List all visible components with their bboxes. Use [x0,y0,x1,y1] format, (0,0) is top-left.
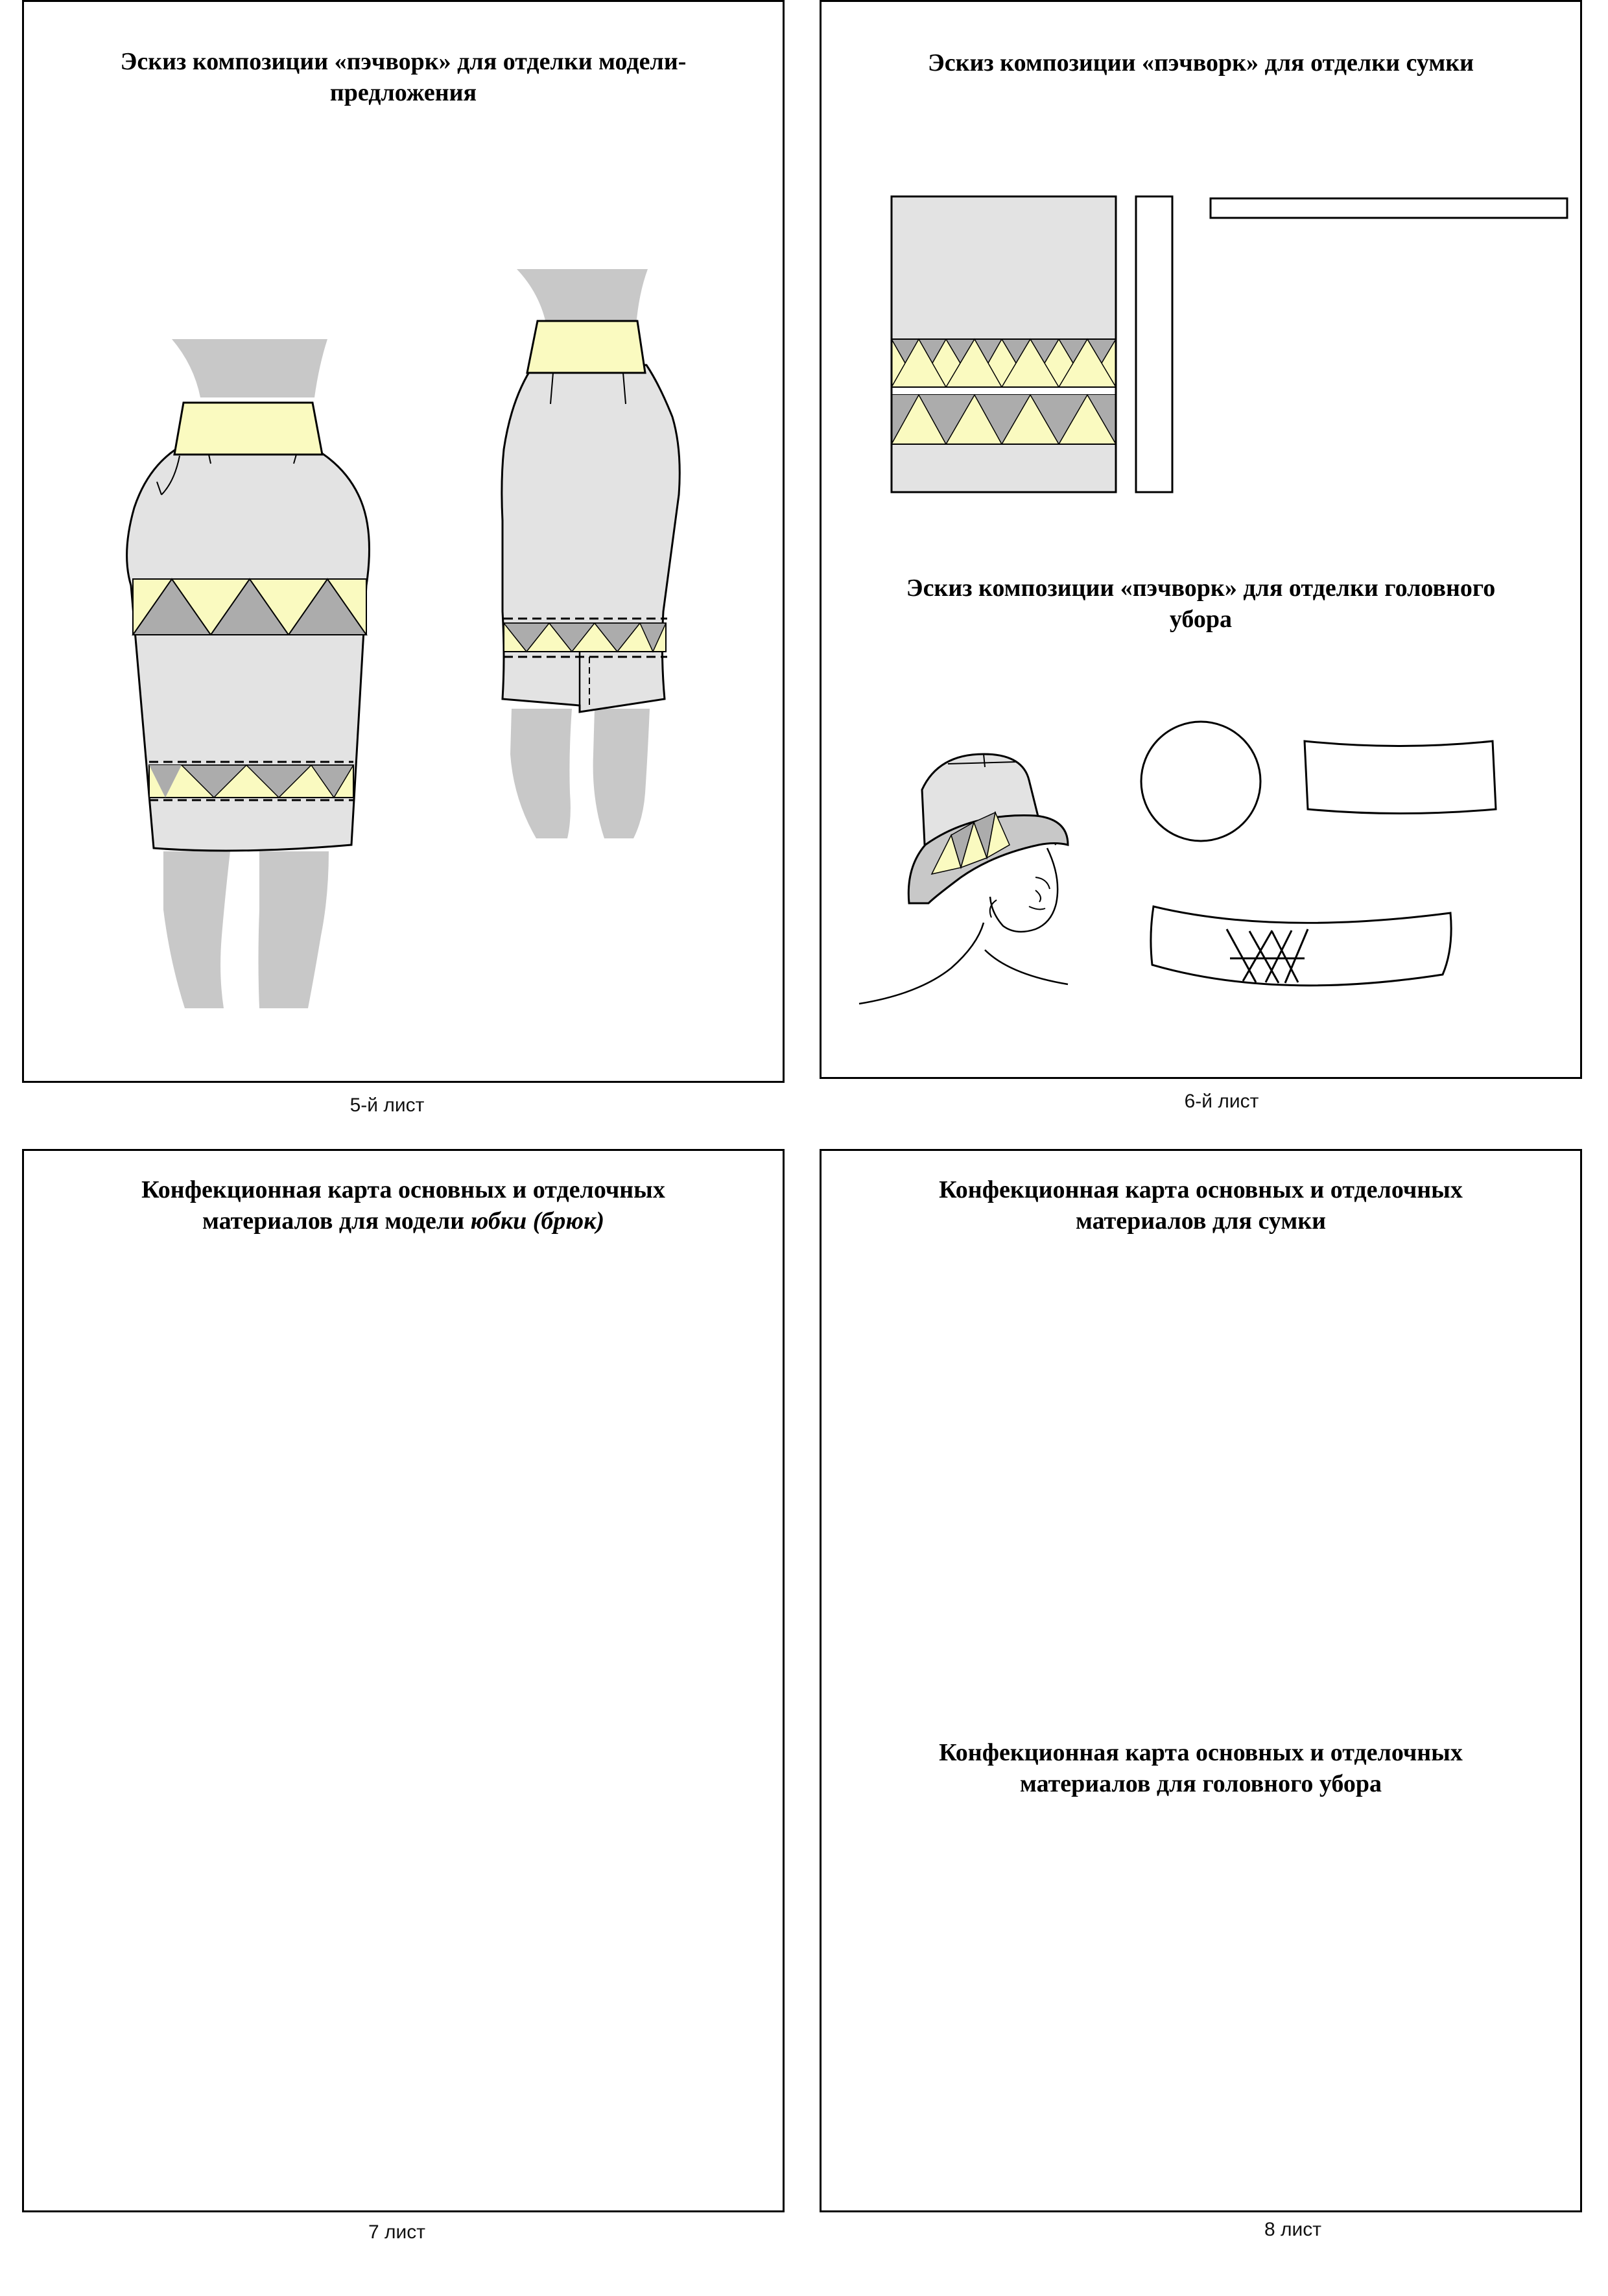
hat-pattern-pieces [822,2,1584,1081]
sheet-6 [820,0,1582,1079]
back-waistband [527,321,645,373]
sheet-6-title-line-1: Эскиз композиции «пэчворк» для отделки сумки [927,49,1474,77]
sheet-7-title-line-2 [24,1205,783,1237]
sheet-5 [22,0,785,1083]
sheet-7-caption: 7 лист [368,2221,426,2243]
sheet-7-title-italic: юбки (брюк) [470,1207,604,1235]
sheet-8-section2-line-2: материалов для головного убора [1019,1770,1382,1797]
sheet-8 [820,1149,1582,2212]
sheet-5-title-line-1: Эскиз композиции «пэчворк» для отделки модели- [120,48,687,75]
sheet-8-section2-line-1: Конфекционная карта основных и отделочных [939,1739,1463,1766]
sheet-5-title-line-2: предложения [329,79,477,106]
hat-band-piece [1305,741,1496,814]
sheet-7-title [24,1174,783,1237]
sheet-7 [22,1149,785,2212]
sheet-7-title-plain: материалов для модели [202,1207,471,1235]
sheet-5-caption: 5-й лист [349,1095,425,1116]
sheet-8-title-line-1: Конфекционная карта основных и отделочных [939,1176,1463,1203]
back-skirt-sketch [24,2,786,1085]
hat-crown-circle [1141,722,1260,841]
sheet-8-title-line-2: материалов для сумки [1075,1207,1327,1235]
sheet-6-section2-line-1: Эскиз композиции «пэчворк» для отделки головного [906,574,1496,602]
sheet-8-section2-title [822,1737,1580,1799]
back-left-leg [510,709,572,838]
back-torso [517,269,648,326]
sheet-6-section2-line-2: убора [1169,606,1233,633]
back-right-leg [593,709,650,838]
sheet-6-caption: 6-й лист [1184,1091,1259,1112]
sheet-8-caption: 8 лист [1264,2219,1322,2240]
sheet-8-title [822,1174,1580,1237]
sheet-7-title-line-1: Конфекционная карта основных и отделочных [141,1176,665,1203]
back-skirt-body [502,365,680,712]
